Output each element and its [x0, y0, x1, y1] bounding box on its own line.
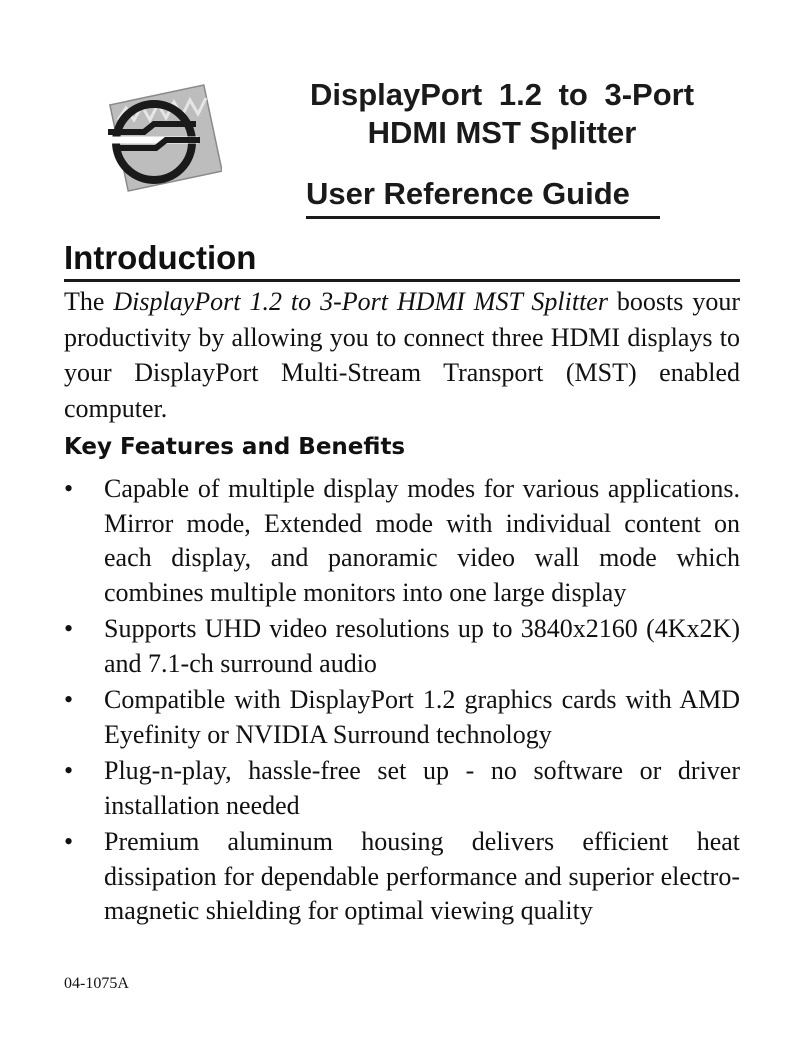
bullet-icon: •: [64, 474, 74, 503]
title-line-2: HDMI MST Splitter: [367, 115, 637, 150]
bullet-icon: •: [64, 827, 74, 856]
title-line-1: DisplayPort 1.2 to 3-Port: [309, 77, 695, 112]
guide-title: User Reference Guide: [306, 174, 660, 219]
features-list: [64, 472, 740, 931]
features-heading: Key Features and Benefits: [64, 434, 406, 460]
bullet-icon: •: [64, 685, 74, 714]
intro-lead: The: [64, 287, 114, 316]
list-item: [64, 825, 740, 929]
bullet-icon: •: [64, 756, 74, 785]
list-item: [64, 683, 740, 752]
introduction-paragraph: [64, 284, 740, 426]
document-title: [262, 76, 742, 211]
feature-text: Capable of multiple display modes for various applications. Mirror mode, Extended mode with individual content on each display, and panoramic video wall mode which combines multiple monitors into one large display: [104, 474, 740, 607]
list-item: [64, 754, 740, 823]
feature-text: Premium aluminum housing delivers efficient heat dissipation for dependable performance and superior electro-magnetic shielding for optimal viewing quality: [104, 827, 740, 925]
document-code: 04-1075A: [64, 975, 129, 992]
feature-text: Plug-n-play, hassle-free set up - no software or driver installation needed: [104, 756, 740, 820]
product-name: DisplayPort 1.2 to 3-Port HDMI MST Splitter: [113, 287, 608, 316]
feature-text: Supports UHD video resolutions up to 3840x2160 (4Kx2K) and 7.1-ch surround audio: [104, 614, 740, 678]
introduction-heading: Introduction: [64, 238, 740, 282]
list-item: [64, 612, 740, 681]
intro-body: boosts your productivity by allowing you to connect three HDMI displays to your DisplayPort Multi-Stream Transport (MST) enabled computer.: [64, 287, 740, 423]
feature-text: Compatible with DisplayPort 1.2 graphics cards with AMD Eyefinity or NVIDIA Surround technology: [104, 685, 740, 749]
list-item: [64, 472, 740, 610]
company-logo-icon: [96, 80, 222, 192]
bullet-icon: •: [64, 614, 74, 643]
